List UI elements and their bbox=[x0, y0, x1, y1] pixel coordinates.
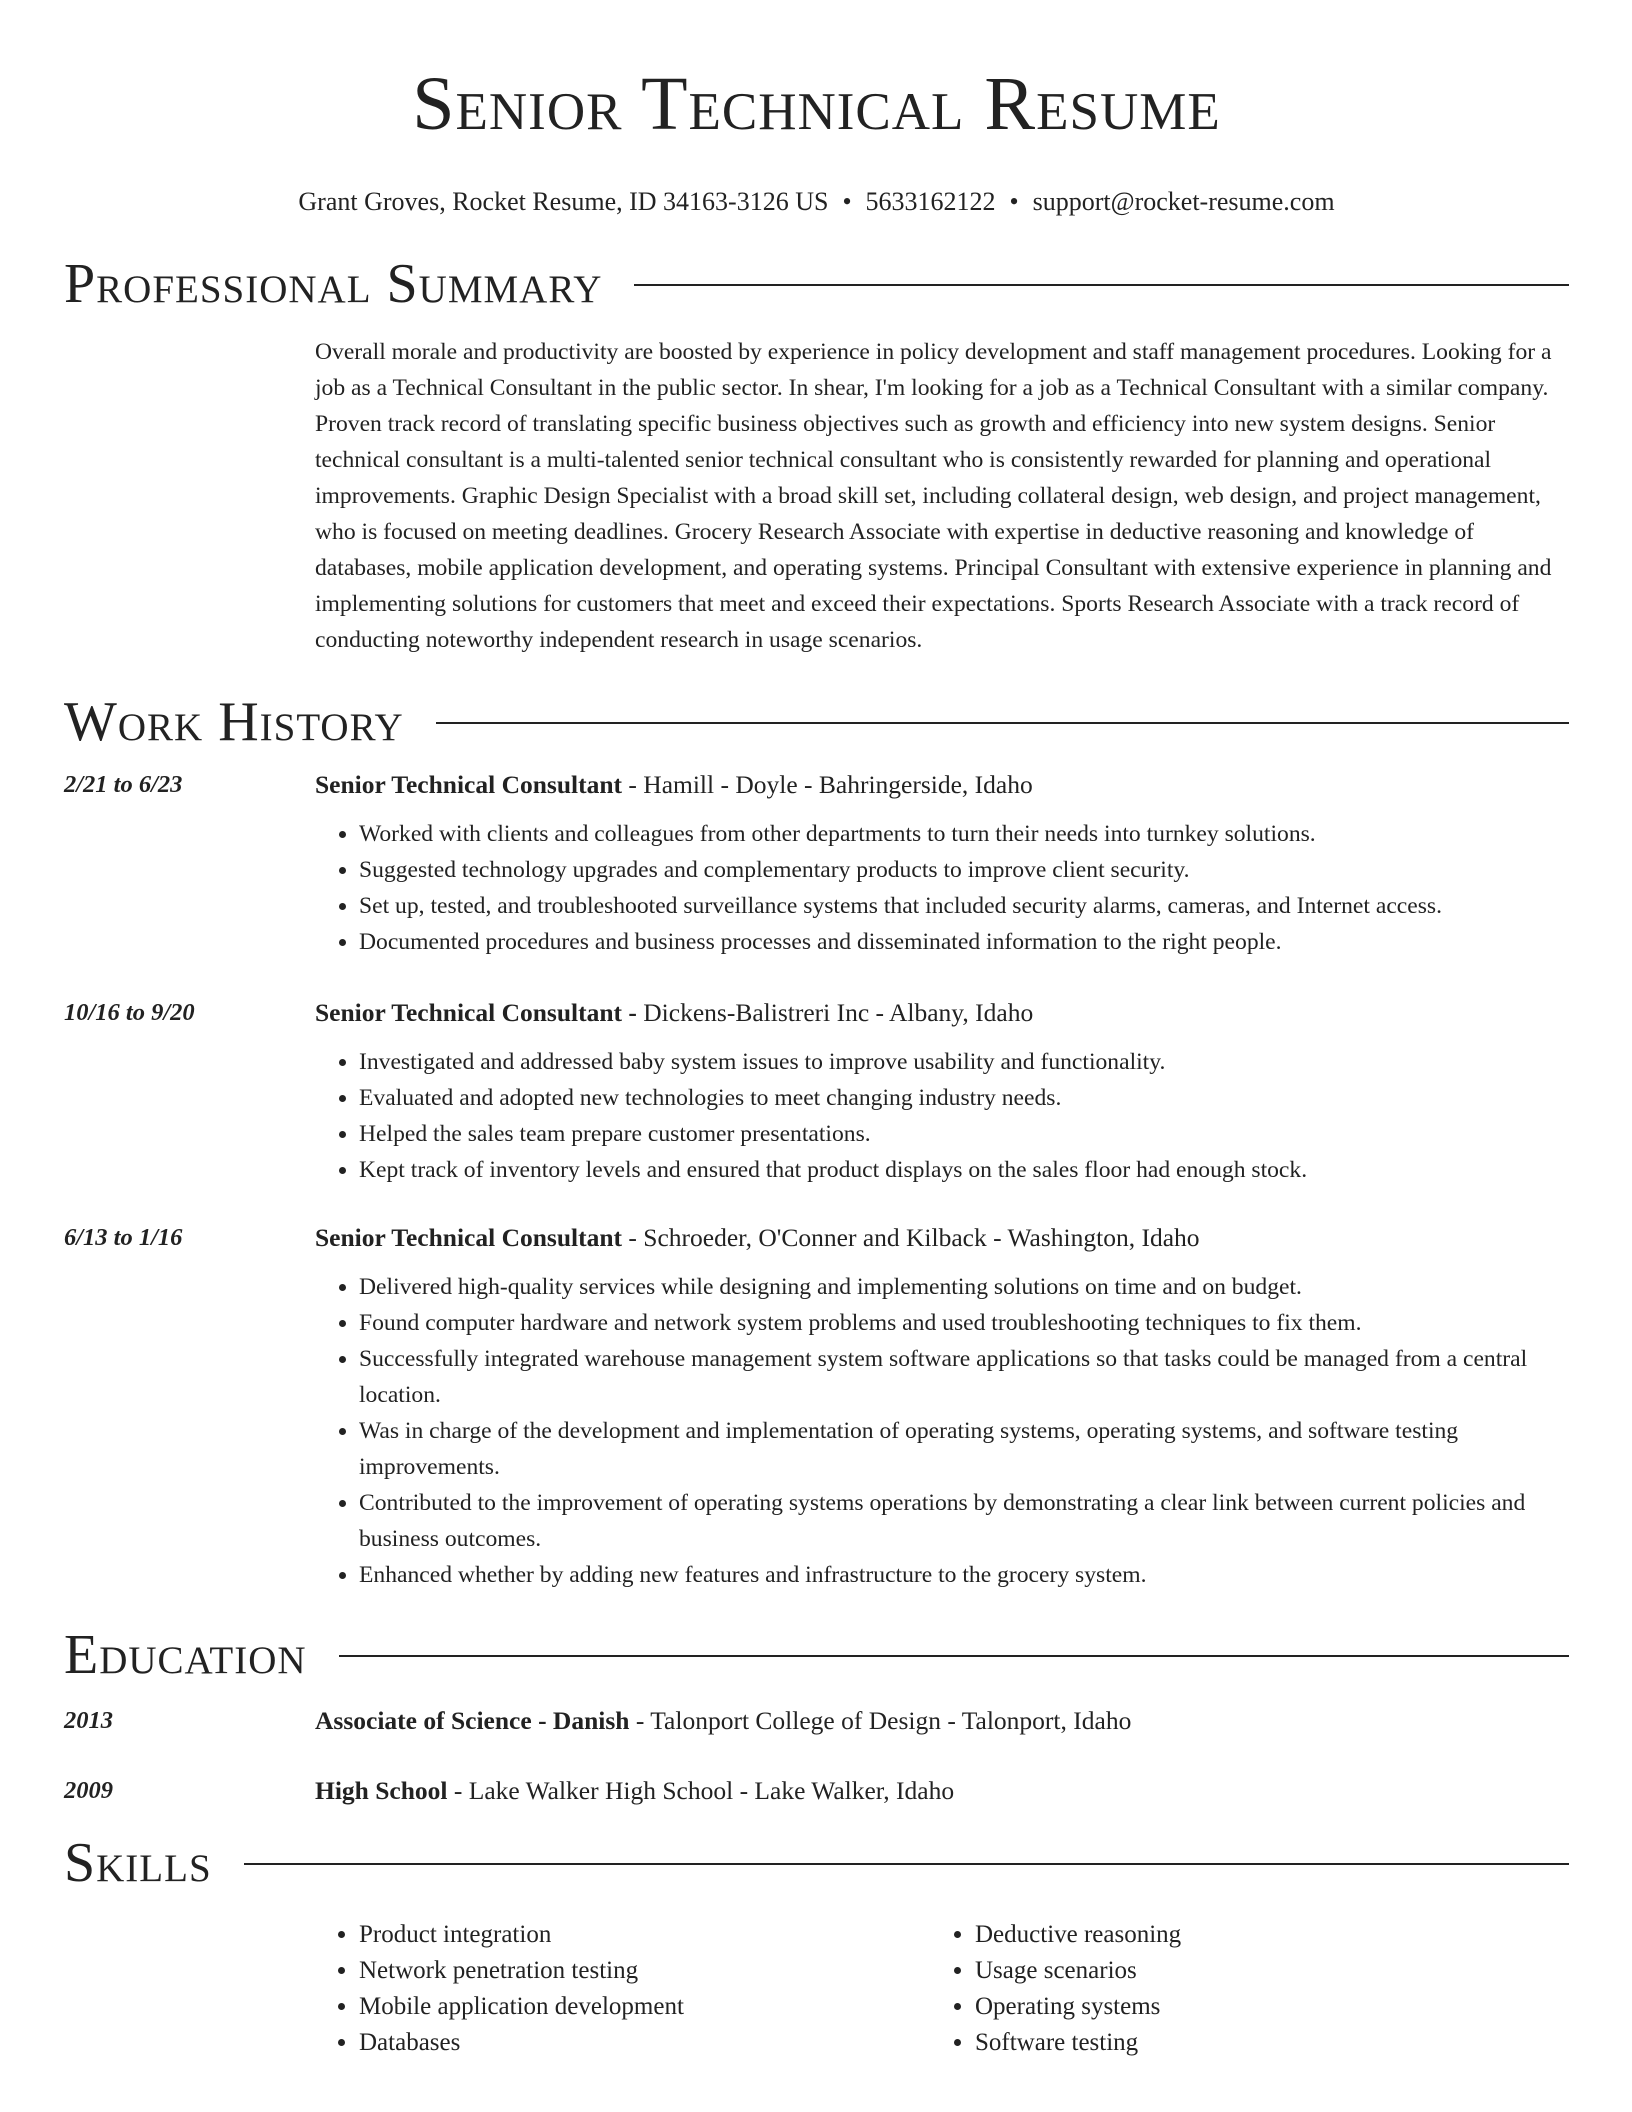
job-dates: 10/16 to 9/20 bbox=[64, 999, 195, 1026]
job-content bbox=[315, 995, 1569, 1188]
education-year: 2009 bbox=[64, 1777, 113, 1804]
skill-item: • Software testing bbox=[975, 2025, 1181, 2061]
skills-heading: Skills bbox=[64, 1832, 212, 1894]
job-bullets bbox=[315, 1044, 1569, 1188]
skills-column-left bbox=[315, 1917, 931, 2061]
job-bullet: • Suggested technology upgrades and complementary products to improve client security. bbox=[359, 852, 1569, 888]
job-title: Senior Technical Consultant bbox=[315, 770, 623, 799]
summary-section-header bbox=[64, 252, 1569, 316]
job-bullet: • Set up, tested, and troubleshooted surveillance systems that included security alarms, cameras, and Internet access. bbox=[359, 888, 1569, 924]
job-bullets bbox=[315, 816, 1569, 960]
summary-text: Overall morale and productivity are boosted by experience in policy development and staff management procedures. Looking for a job as a Technical Consultant in the public sector. In shear, I'm looking for a job as a Technical Consultant with a similar company. Proven track record of translating specific business objectives such as growth and efficiency into new system designs. Senior technical consultant is a multi-talented senior technical consultant who is consistently rewarded for planning and operational improvements. Graphic Design Specialist with a broad skill set, including collateral design, web design, and project management, who is focused on meeting deadlines. Grocery Research Associate with expertise in deductive reasoning and knowledge of databases, mobile application development, and operating systems. Principal Consultant with extensive experience in planning and implementing solutions for customers that meet and exceed their expectations. Sports Research Associate with a track record of conducting noteworthy independent research in usage scenarios. bbox=[315, 339, 1552, 653]
section-divider bbox=[339, 1655, 1569, 1657]
job-bullet: • Helped the sales team prepare customer presentations. bbox=[359, 1116, 1569, 1152]
resume-title: Senior Technical Resume bbox=[412, 62, 1221, 146]
job-entry bbox=[64, 767, 1569, 960]
education-entry bbox=[64, 1773, 1569, 1809]
job-bullet: • Delivered high-quality services while designing and implementing solutions on time and on budget. bbox=[359, 1269, 1569, 1305]
summary-heading: Professional Summary bbox=[64, 253, 603, 315]
education-details: - Talonport College of Design - Talonport, Idaho bbox=[629, 1706, 1132, 1735]
job-details: - Schroeder, O'Conner and Kilback - Washington, Idaho bbox=[622, 1223, 1200, 1252]
education-details: - Lake Walker High School - Lake Walker, Idaho bbox=[447, 1776, 955, 1805]
job-header bbox=[315, 1220, 1569, 1256]
job-dates: 6/13 to 1/16 bbox=[64, 1224, 183, 1251]
education-degree: Associate of Science - Danish bbox=[315, 1706, 630, 1735]
skills-list bbox=[315, 1917, 1569, 2061]
job-title: Senior Technical Consultant - bbox=[315, 998, 637, 1027]
job-bullets bbox=[315, 1269, 1569, 1593]
skill-item: • Usage scenarios bbox=[975, 1953, 1181, 1989]
contact-separator: • bbox=[1009, 187, 1019, 216]
job-details: Dickens-Balistreri Inc - Albany, Idaho bbox=[636, 998, 1034, 1027]
job-header bbox=[315, 767, 1569, 803]
education-heading: Education bbox=[64, 1624, 307, 1686]
contact-phone: 5633162122 bbox=[865, 187, 996, 216]
contact-address: Grant Groves, Rocket Resume, ID 34163-3126 US bbox=[298, 187, 829, 216]
job-bullet: • Successfully integrated warehouse management system software applications so that tasks could be managed from a central location. bbox=[359, 1341, 1569, 1413]
skill-item: • Operating systems bbox=[975, 1989, 1181, 2025]
job-content bbox=[315, 1220, 1569, 1593]
job-bullet: • Was in charge of the development and implementation of operating systems, operating systems, and software testing improvements. bbox=[359, 1413, 1569, 1485]
job-bullet: • Investigated and addressed baby system issues to improve usability and functionality. bbox=[359, 1044, 1569, 1080]
job-entry bbox=[64, 995, 1569, 1188]
contact-line bbox=[64, 186, 1569, 218]
job-bullet: • Documented procedures and business processes and disseminated information to the right people. bbox=[359, 924, 1569, 960]
section-divider bbox=[244, 1863, 1569, 1865]
education-content bbox=[315, 1773, 1569, 1809]
job-header bbox=[315, 995, 1569, 1031]
skills-column-right bbox=[931, 1917, 1181, 2061]
education-section-header bbox=[64, 1623, 1569, 1687]
skill-item: • Network penetration testing bbox=[359, 1953, 931, 1989]
job-bullet: • Contributed to the improvement of operating systems operations by demonstrating a clear link between current policies and business outcomes. bbox=[359, 1485, 1569, 1557]
job-bullet: • Found computer hardware and network system problems and used troubleshooting techniques to fix them. bbox=[359, 1305, 1569, 1341]
job-bullet: • Evaluated and adopted new technologies to meet changing industry needs. bbox=[359, 1080, 1569, 1116]
skill-item: • Databases bbox=[359, 2025, 931, 2061]
contact-email: support@rocket-resume.com bbox=[1032, 187, 1335, 216]
job-entry bbox=[64, 1220, 1569, 1593]
work-section-header bbox=[64, 690, 1569, 754]
skills-section-header bbox=[64, 1831, 1569, 1895]
job-dates: 2/21 to 6/23 bbox=[64, 771, 183, 798]
education-content bbox=[315, 1703, 1569, 1739]
job-bullet: • Kept track of inventory levels and ensured that product displays on the sales floor had enough stock. bbox=[359, 1152, 1569, 1188]
skill-item: • Product integration bbox=[359, 1917, 931, 1953]
job-bullet: • Worked with clients and colleagues from other departments to turn their needs into turnkey solutions. bbox=[359, 816, 1569, 852]
skill-item: • Deductive reasoning bbox=[975, 1917, 1181, 1953]
section-divider bbox=[436, 722, 1569, 724]
job-title: Senior Technical Consultant bbox=[315, 1223, 623, 1252]
work-heading: Work History bbox=[64, 691, 404, 753]
section-divider bbox=[634, 284, 1569, 286]
contact-separator: • bbox=[842, 187, 852, 216]
job-bullet: • Enhanced whether by adding new features and infrastructure to the grocery system. bbox=[359, 1557, 1569, 1593]
education-entry bbox=[64, 1703, 1569, 1739]
job-content bbox=[315, 767, 1569, 960]
job-details: - Hamill - Doyle - Bahringerside, Idaho bbox=[622, 770, 1033, 799]
education-year: 2013 bbox=[64, 1707, 113, 1734]
skill-item: • Mobile application development bbox=[359, 1989, 931, 2025]
education-degree: High School bbox=[315, 1776, 448, 1805]
